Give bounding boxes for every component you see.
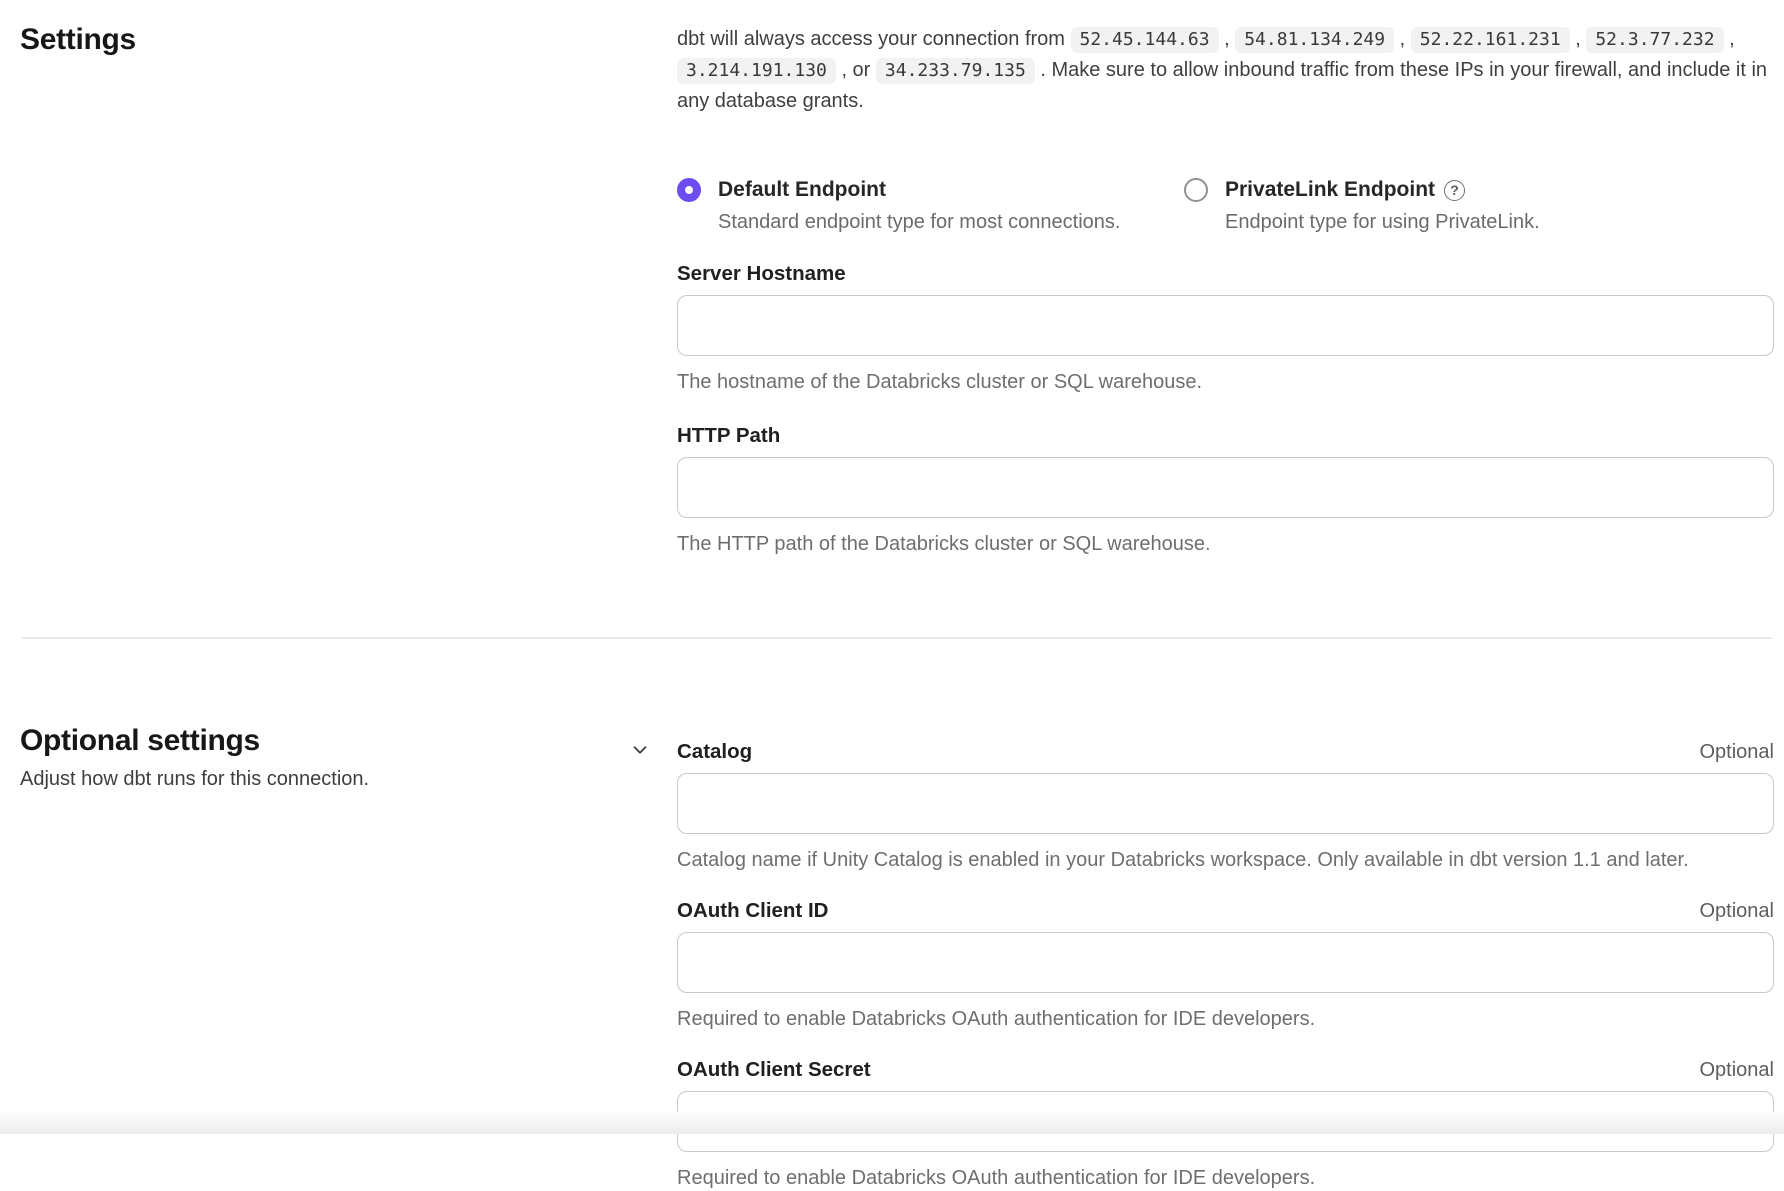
server-hostname-input[interactable]: [677, 295, 1774, 356]
oauth-client-id-helper: Required to enable Databricks OAuth authentication for IDE developers.: [677, 1008, 1316, 1030]
http-path-helper: The HTTP path of the Databricks cluster or SQL warehouse.: [677, 533, 1211, 555]
oauth-client-id-label: OAuth Client ID: [677, 899, 829, 922]
privatelink-endpoint-label: PrivateLink Endpoint: [1225, 178, 1436, 201]
oauth-client-secret-optional-tag: Optional: [1699, 1059, 1774, 1081]
intro-paragraph: dbt will always access your connection from 52.45.144.63 , 54.81.134.249 , 52.22.161.231 , 52.3.77.232 , 3.214.191.130 , or 34.233.79.135 . Make sure to allow inbound traffic from these IPs in your firewall, and include it in any database grants.: [677, 28, 1768, 112]
catalog-field-group: [677, 739, 1774, 873]
oauth-client-secret-helper: Required to enable Databricks OAuth authentication for IDE developers.: [677, 1167, 1316, 1189]
bottom-edge-bar: [0, 1112, 1784, 1134]
catalog-input[interactable]: [677, 773, 1774, 834]
privatelink-endpoint-option[interactable]: [1184, 177, 1540, 235]
default-endpoint-description: Standard endpoint type for most connections.: [718, 211, 1121, 233]
catalog-helper: Catalog name if Unity Catalog is enabled in your Databricks workspace. Only available in dbt version 1.1 and later.: [677, 849, 1689, 871]
settings-left-column: [20, 20, 677, 58]
oauth-client-id-field-group: [677, 898, 1774, 1032]
ip-chip: 3.214.191.130: [677, 58, 836, 84]
ip-chip: 52.3.77.232: [1586, 27, 1723, 53]
ip-chip: 52.45.144.63: [1071, 27, 1219, 53]
radio-selected-icon[interactable]: [677, 178, 701, 202]
default-endpoint-label: Default Endpoint: [718, 178, 886, 201]
privatelink-endpoint-label-row: [1225, 177, 1540, 203]
http-path-field-group: [677, 423, 1774, 557]
http-path-input[interactable]: [677, 457, 1774, 518]
http-path-label: HTTP Path: [677, 424, 781, 447]
catalog-optional-tag: Optional: [1699, 741, 1774, 763]
server-hostname-field-group: [677, 261, 1774, 395]
default-endpoint-texts: [718, 177, 1120, 235]
help-icon[interactable]: ?: [1444, 180, 1465, 201]
ip-chip: 54.81.134.249: [1235, 27, 1394, 53]
ip-chip: 34.233.79.135: [876, 58, 1035, 84]
optional-settings-left-column: [20, 721, 677, 793]
server-hostname-helper: The hostname of the Databricks cluster or SQL warehouse.: [677, 371, 1203, 393]
ip-chip: 52.22.161.231: [1411, 27, 1570, 53]
optional-settings-subtitle: Adjust how dbt runs for this connection.: [20, 768, 370, 790]
oauth-client-secret-label: OAuth Client Secret: [677, 1058, 871, 1081]
privatelink-endpoint-texts: [1225, 177, 1540, 235]
optional-settings-title: Optional settings: [20, 724, 260, 757]
settings-title: Settings: [20, 23, 136, 56]
default-endpoint-option[interactable]: [677, 177, 1184, 235]
settings-content: [677, 20, 1774, 637]
server-hostname-label: Server Hostname: [677, 262, 846, 285]
catalog-label: Catalog: [677, 740, 753, 763]
optional-settings-section: [0, 639, 1784, 1191]
privatelink-endpoint-description: Endpoint type for using PrivateLink.: [1225, 211, 1540, 233]
radio-unselected-icon[interactable]: [1184, 178, 1208, 202]
endpoint-radio-group: [677, 177, 1774, 235]
chevron-down-icon: [629, 739, 651, 761]
oauth-client-id-optional-tag: Optional: [1699, 900, 1774, 922]
collapse-toggle[interactable]: [627, 737, 653, 763]
oauth-client-id-input[interactable]: [677, 932, 1774, 993]
